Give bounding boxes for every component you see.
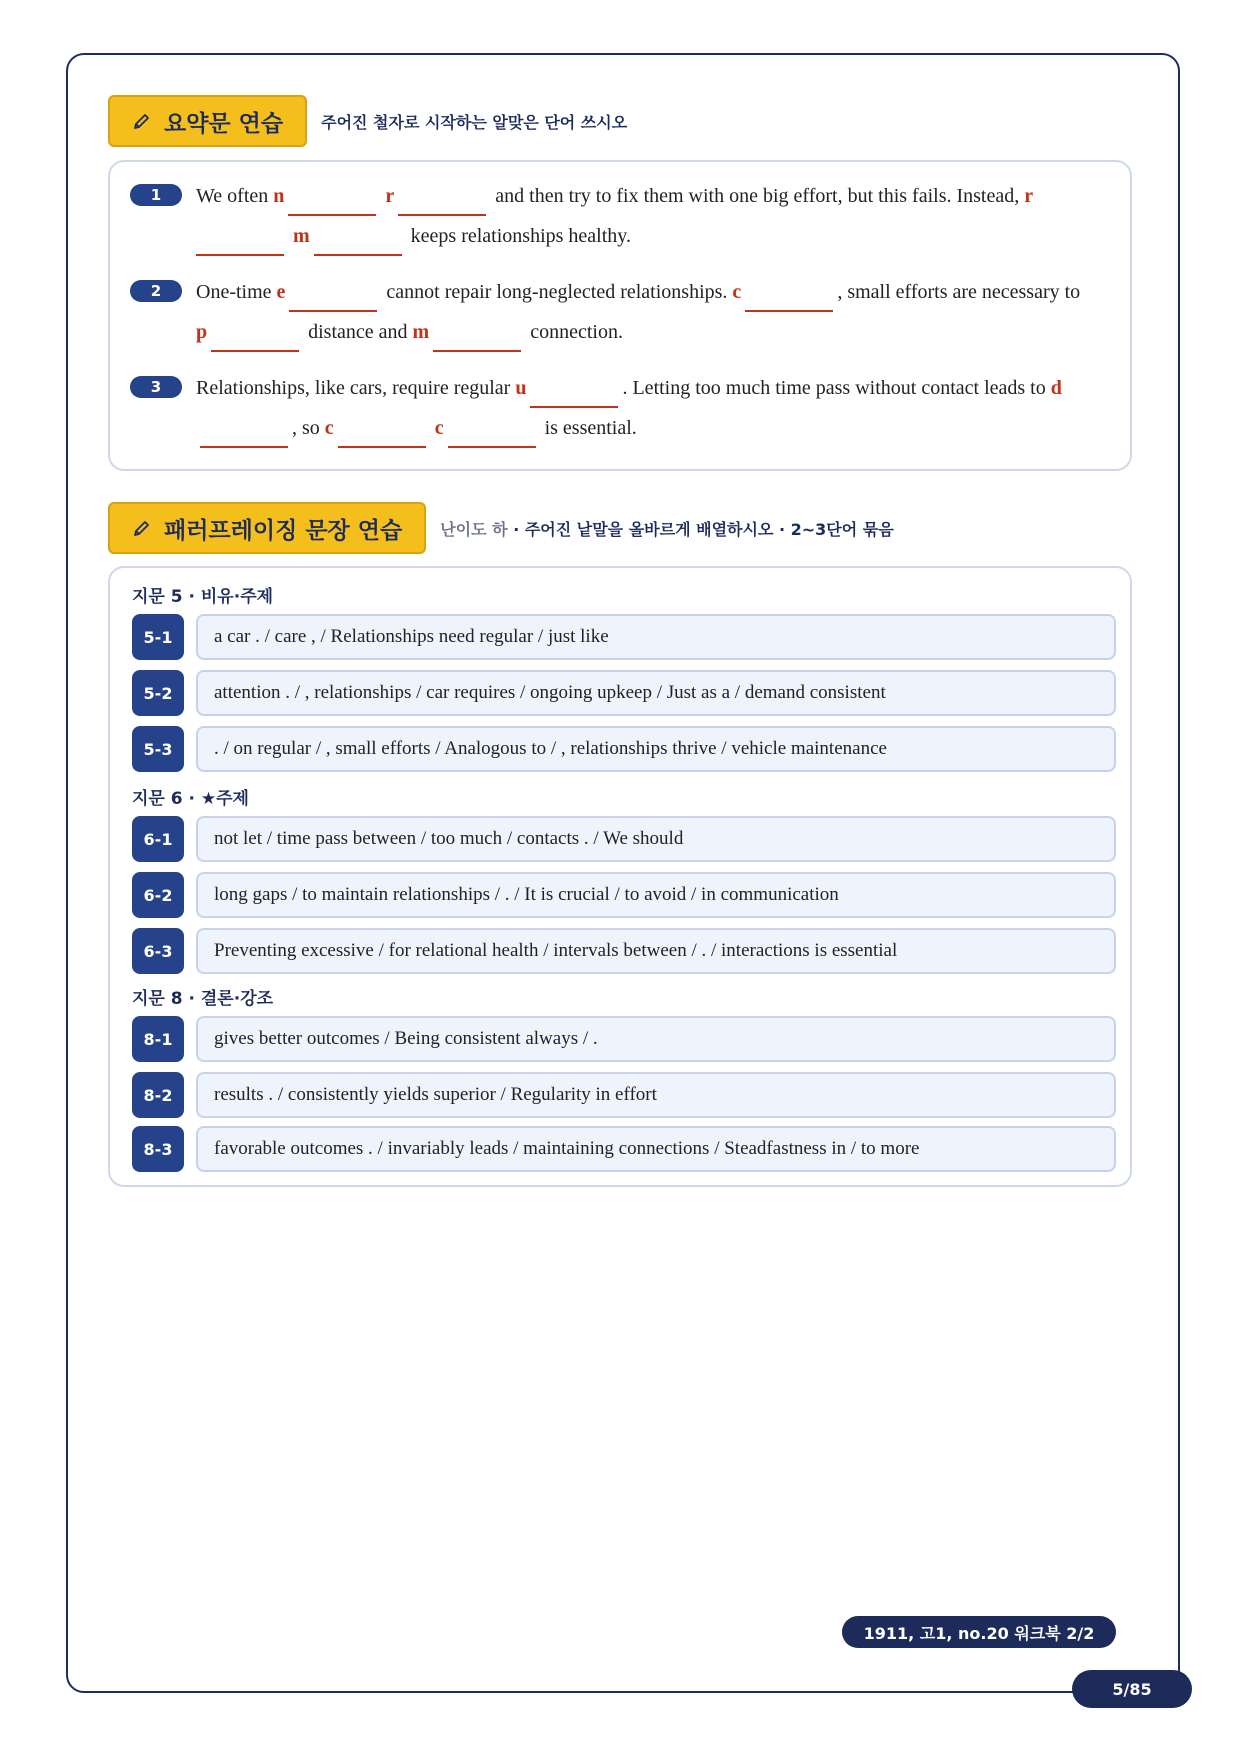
summary-section-tag xyxy=(108,95,307,147)
initial-letter: u xyxy=(515,377,527,399)
answer-blank[interactable] xyxy=(338,418,426,448)
answer-blank[interactable] xyxy=(448,418,536,448)
answer-blank[interactable] xyxy=(398,186,486,216)
summary-text: Relationships, like cars, require regular u . Letting too much time pass without contact leads to d, so c c is essential. xyxy=(196,368,1096,448)
summary-section-subtitle: 주어진 철자로 시작하는 알맞은 단어 쓰시오 xyxy=(321,112,628,132)
initial-letter: e xyxy=(276,281,286,303)
pencil-icon xyxy=(132,518,152,538)
word-chunks: a car . / care , / Relationships need regular / just like xyxy=(196,614,1116,660)
row-number-badge: 8-2 xyxy=(132,1072,184,1118)
row-number-badge: 5-3 xyxy=(132,726,184,772)
group-label: 지문 5 · 비유·주제 xyxy=(132,587,274,607)
row-number-badge: 5-1 xyxy=(132,614,184,660)
word-chunks: . / on regular / , small efforts / Analogous to / , relationships thrive / vehicle maintenance xyxy=(196,726,1116,772)
row-number-badge: 5-2 xyxy=(132,670,184,716)
initial-letter: c xyxy=(324,417,334,439)
group-label: 지문 8 · 결론·강조 xyxy=(132,989,274,1009)
exercise-row xyxy=(132,1126,1116,1172)
group-label: 지문 6 · ★주제 xyxy=(132,789,249,809)
paraphrase-card xyxy=(108,566,1132,1187)
initial-letter: c xyxy=(434,417,444,439)
initial-letter: r xyxy=(1024,185,1034,207)
item-number: 3 xyxy=(130,376,182,398)
answer-blank[interactable] xyxy=(314,226,402,256)
exercise-row xyxy=(132,872,1116,918)
summary-text: One-time e cannot repair long-neglected relationships. c , small efforts are necessary to p distance and m connection. xyxy=(196,272,1096,352)
exercise-row xyxy=(132,726,1116,772)
pencil-icon xyxy=(132,111,152,131)
answer-blank[interactable] xyxy=(745,282,833,312)
word-chunks: attention . / , relationships / car requires / ongoing upkeep / Just as a / demand consistent xyxy=(196,670,1116,716)
paraphrase-section-header xyxy=(108,502,894,554)
row-number-badge: 6-3 xyxy=(132,928,184,974)
instruction-text: · 주어진 낱말을 올바르게 배열하시오 · 2~3단어 묶음 xyxy=(513,519,894,539)
exercise-row xyxy=(132,1072,1116,1118)
answer-blank[interactable] xyxy=(196,226,284,256)
row-number-badge: 8-3 xyxy=(132,1126,184,1172)
page-number: 5/85 xyxy=(1072,1670,1192,1708)
row-number-badge: 6-2 xyxy=(132,872,184,918)
exercise-row xyxy=(132,614,1116,660)
initial-letter: d xyxy=(1050,377,1062,399)
item-number: 1 xyxy=(130,184,182,206)
exercise-row xyxy=(132,1016,1116,1062)
paraphrase-section-title: 패러프레이징 문장 연습 xyxy=(164,517,403,544)
answer-blank[interactable] xyxy=(288,186,376,216)
row-number-badge: 6-1 xyxy=(132,816,184,862)
answer-blank[interactable] xyxy=(289,282,377,312)
word-chunks: Preventing excessive / for relational health / intervals between / . / interactions is essential xyxy=(196,928,1116,974)
word-chunks: gives better outcomes / Being consistent always / . xyxy=(196,1016,1116,1062)
summary-text: We often n r and then try to fix them with one big effort, but this fails. Instead, r m keeps relationships healthy. xyxy=(196,176,1096,256)
summary-section-title: 요약문 연습 xyxy=(164,110,284,137)
exercise-row xyxy=(132,816,1116,862)
source-tag: 1911, 고1, no.20 워크북 2/2 xyxy=(842,1616,1116,1648)
summary-section-header xyxy=(108,95,627,147)
word-chunks: long gaps / to maintain relationships / . / It is crucial / to avoid / in communication xyxy=(196,872,1116,918)
answer-blank[interactable] xyxy=(530,378,618,408)
word-chunks: not let / time pass between / too much / contacts . / We should xyxy=(196,816,1116,862)
word-chunks: results . / consistently yields superior / Regularity in effort xyxy=(196,1072,1116,1118)
exercise-row xyxy=(132,928,1116,974)
difficulty-label: 난이도 하 xyxy=(440,519,508,539)
word-chunks: favorable outcomes . / invariably leads / maintaining connections / Steadfastness in / to more xyxy=(196,1126,1116,1172)
exercise-row xyxy=(132,670,1116,716)
initial-letter: n xyxy=(273,185,285,207)
initial-letter: r xyxy=(385,185,395,207)
initial-letter: p xyxy=(196,321,208,343)
answer-blank[interactable] xyxy=(211,322,299,352)
initial-letter: m xyxy=(293,225,310,247)
paraphrase-section-tag xyxy=(108,502,426,554)
initial-letter: m xyxy=(412,321,430,343)
summary-card xyxy=(108,160,1132,471)
row-number-badge: 8-1 xyxy=(132,1016,184,1062)
item-number: 2 xyxy=(130,280,182,302)
answer-blank[interactable] xyxy=(200,418,288,448)
initial-letter: c xyxy=(732,281,742,303)
answer-blank[interactable] xyxy=(433,322,521,352)
paraphrase-section-subtitle xyxy=(440,517,893,540)
